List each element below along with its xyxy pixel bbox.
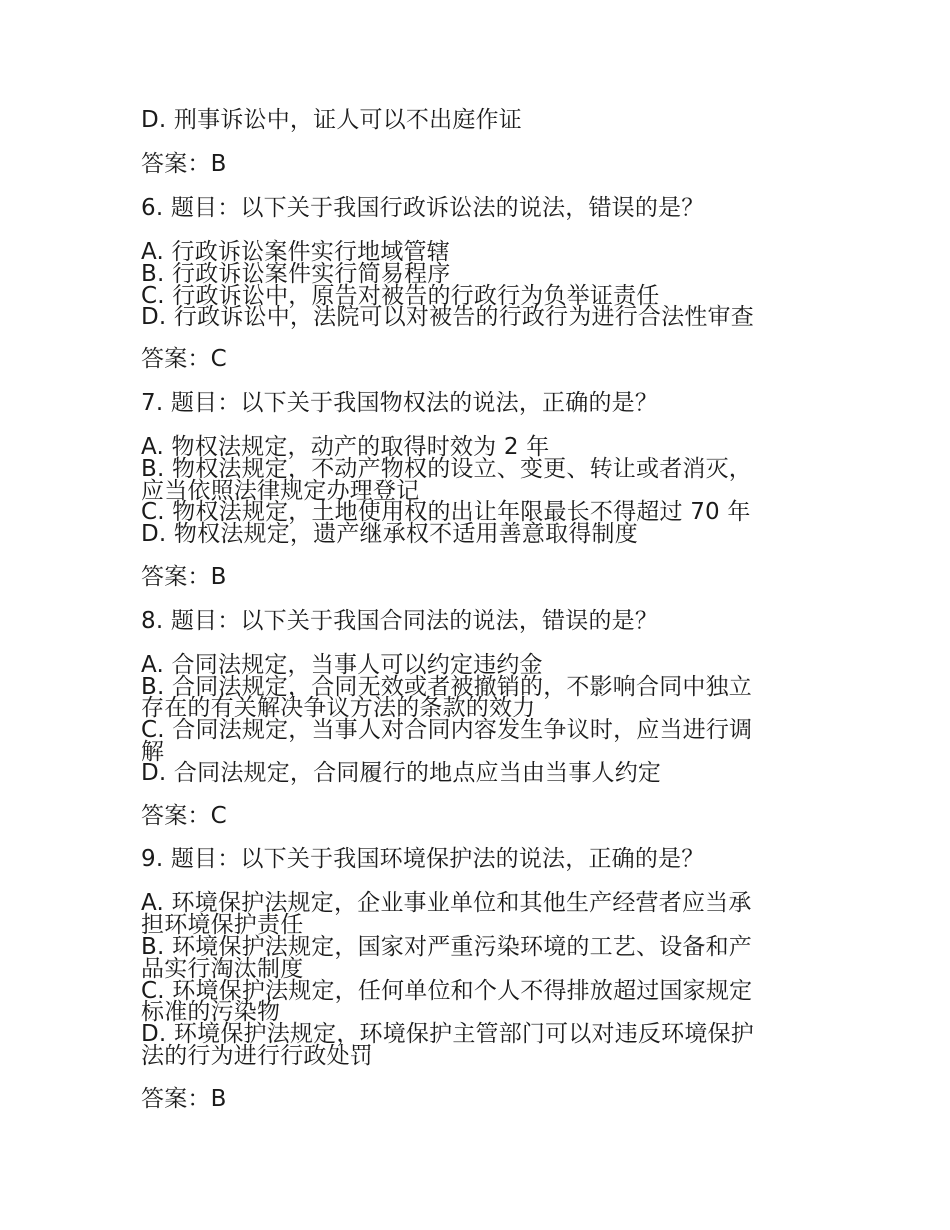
q9-option-c-cont: 标准的污染物 [141,999,281,1025]
q8-option-d: D. 合同法规定，合同履行的地点应当由当事人约定 [141,760,662,786]
q7-option-b-cont: 应当依照法律规定办理登记 [141,478,420,504]
q6-option-b: B. 行政诉讼案件实行简易程序 [141,261,451,287]
q7-question: 7. 题目：以下关于我国物权法的说法，正确的是？ [141,390,659,416]
q6-option-d: D. 行政诉讼中，法院可以对被告的行政行为进行合法性审查 [141,304,754,330]
q6-answer: 答案：C [141,346,227,372]
q7-option-a: A. 物权法规定，动产的取得时效为 2 年 [141,434,550,460]
q9-answer: 答案：B [141,1086,227,1112]
q5-answer: 答案：B [141,151,227,177]
q9-option-d-cont: 法的行为进行行政处罚 [141,1043,373,1069]
q7-option-b: B. 物权法规定，不动产物权的设立、变更、转让或者消灭， [141,456,753,482]
q8-answer: 答案：C [141,803,227,829]
q9-option-d: D. 环境保护法规定，环境保护主管部门可以对违反环境保护 [141,1021,754,1047]
q8-option-c: C. 合同法规定，当事人对合同内容发生争议时，应当进行调 [141,717,753,743]
q9-option-c: C. 环境保护法规定，任何单位和个人不得排放超过国家规定 [141,978,753,1004]
q9-question: 9. 题目：以下关于我国环境保护法的说法，正确的是？ [141,846,705,872]
q6-option-a: A. 行政诉讼案件实行地域管辖 [141,239,450,265]
q8-option-b: B. 合同法规定，合同无效或者被撤销的，不影响合同中独立 [141,674,753,700]
q6-question: 6. 题目：以下关于我国行政诉讼法的说法，错误的是？ [141,195,705,221]
q5-option-d: D. 刑事诉讼中，证人可以不出庭作证 [141,107,522,133]
q8-option-b-cont: 存在的有关解决争议方法的条款的效力 [141,695,536,721]
q9-option-b: B. 环境保护法规定，国家对严重污染环境的工艺、设备和产 [141,934,753,960]
q8-question: 8. 题目：以下关于我国合同法的说法，错误的是？ [141,608,659,634]
q7-option-d: D. 物权法规定，遗产继承权不适用善意取得制度 [141,521,638,547]
q9-option-b-cont: 品实行淘汰制度 [141,956,304,982]
q6-option-c: C. 行政诉讼中，原告对被告的行政行为负举证责任 [141,283,660,309]
q7-option-c: C. 物权法规定，土地使用权的出让年限最长不得超过 70 年 [141,499,751,525]
q9-option-a-cont: 担环境保护责任 [141,912,304,938]
q8-option-a: A. 合同法规定，当事人可以约定违约金 [141,652,543,678]
q9-option-a: A. 环境保护法规定，企业事业单位和其他生产经营者应当承 [141,890,752,916]
q7-answer: 答案：B [141,564,227,590]
q8-option-c-cont: 解 [141,739,165,765]
